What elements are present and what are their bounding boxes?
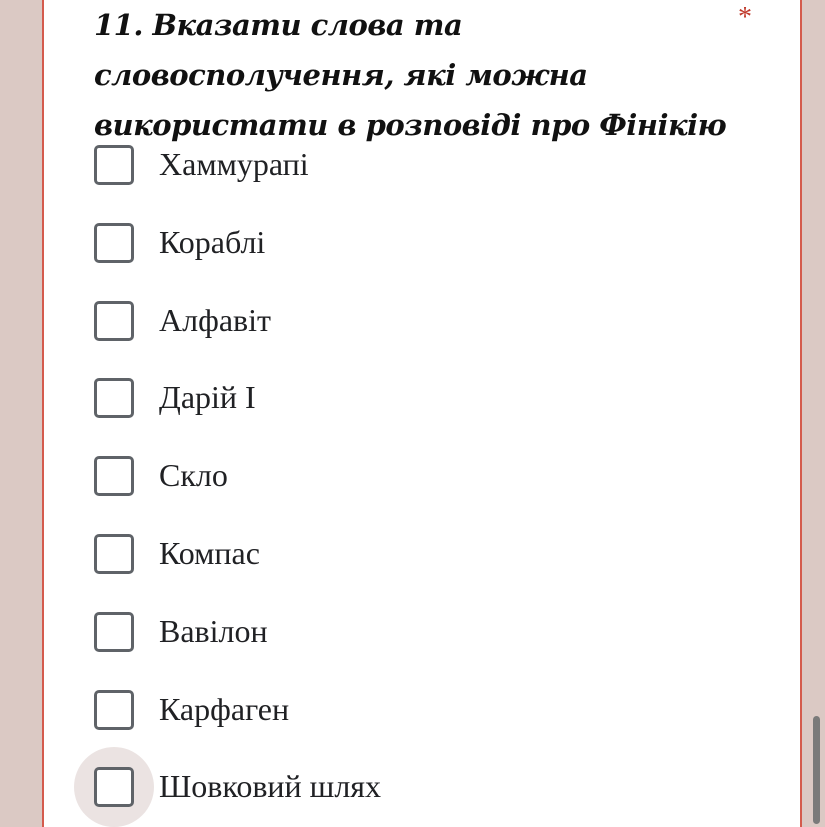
option-label: Хаммурапі [159,146,309,182]
question-title: 11. Вказати слова та словосполучення, які можна використати в розповіді про Фінікію [94,8,727,142]
checkbox-ripple [74,514,154,594]
checkbox-ripple [74,592,154,672]
option-label: Шовковий шлях [159,768,381,805]
checkbox-ripple [74,281,154,361]
checkbox[interactable] [94,456,134,496]
checkbox-focus-ripple [74,747,154,827]
checkbox[interactable] [94,534,134,574]
question-card [42,0,802,827]
checkbox-option[interactable] [44,748,800,826]
scrollbar-thumb[interactable] [813,716,820,824]
checkbox[interactable] [94,378,134,418]
option-label: Дарій I [159,379,256,416]
checkbox-ripple [74,670,154,750]
checkbox-option[interactable] [44,282,800,360]
option-label: Скло [159,457,228,494]
checkbox-option[interactable] [44,204,800,282]
checkbox[interactable] [94,223,134,263]
option-label: Карфаген [159,690,290,727]
required-asterisk: * [738,2,752,33]
checkbox-option[interactable] [44,437,800,515]
checkbox-ripple [74,436,154,516]
checkbox-option[interactable] [44,671,800,749]
checkbox[interactable] [94,767,134,807]
checkbox-ripple [74,203,154,283]
option-label: Вавілон [159,612,268,649]
checkbox-option[interactable] [44,593,800,671]
checkbox[interactable] [94,145,134,185]
checkbox-option[interactable] [44,515,800,593]
checkbox-ripple [74,358,154,438]
checkbox[interactable] [94,690,134,730]
option-label: Алфавіт [159,301,271,338]
checkbox[interactable] [94,612,134,652]
checkbox-options-list [44,126,800,826]
option-label: Компас [159,534,260,571]
checkbox[interactable] [94,301,134,341]
checkbox-option[interactable] [44,126,800,204]
option-label: Кораблі [159,223,266,260]
checkbox-option[interactable] [44,359,800,437]
checkbox-ripple [74,125,154,205]
